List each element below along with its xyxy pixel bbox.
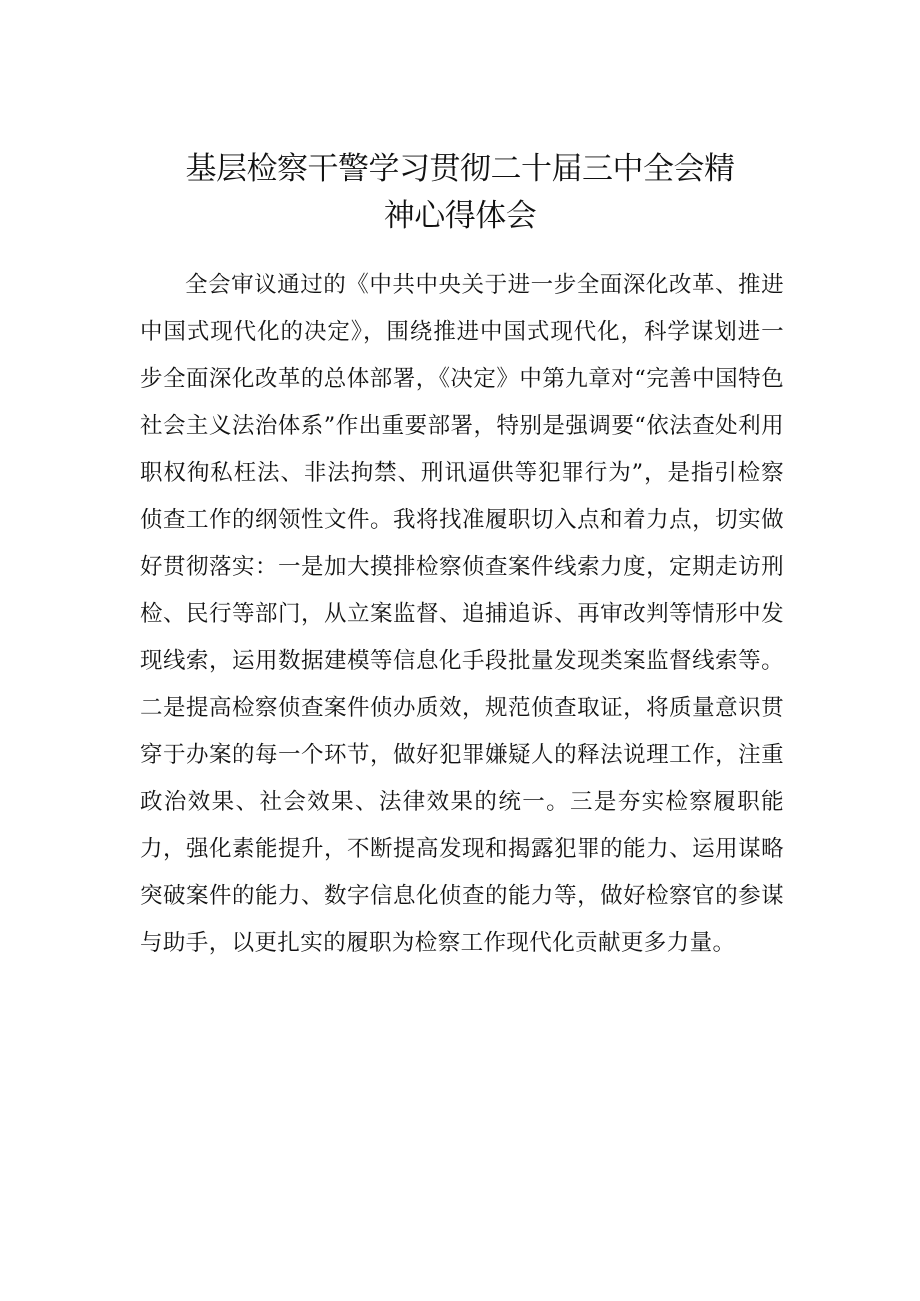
document-title [140,146,780,240]
title-line-2: 神心得体会 [383,198,537,234]
title-line-1: 基层检察干警学习贯彻二十届三中全会精 [185,151,735,187]
body-paragraph: 全会审议通过的《中共中央关于进一步全面深化改革、推进中国式现代化的决定》，围绕推进中国式现代化，科学谋划进一步全面深化改革的总体部署，《决定》中第九章对“完善中国特色社会主义法治体系”作出重要部署，特别是强调要“依法查处利用职权徇私枉法、非法拘禁、刑讯逼供等犯罪行为”，是指引检察侦查工作的纲领性文件。我将找准履职切入点和着力点，切实做好贯彻落实：一是加大摸排检察侦查案件线索力度，定期走访刑检、民行等部门，从立案监督、追捕追诉、再审改判等情形中发现线索，运用数据建模等信息化手段批量发现类案监督线索等。二是提高检察侦查案件侦办质效，规范侦查取证，将质量意识贯穿于办案的每一个环节，做好犯罪嫌疑人的释法说理工作，注重政治效果、社会效果、法律效果的统一。三是夯实检察履职能力，强化素能提升，不断提高发现和揭露犯罪的能力、运用谋略突破案件的能力、数字信息化侦查的能力等，做好检察官的参谋与助手，以更扎实的履职为检察工作现代化贡献更多力量。 [140,272,784,956]
